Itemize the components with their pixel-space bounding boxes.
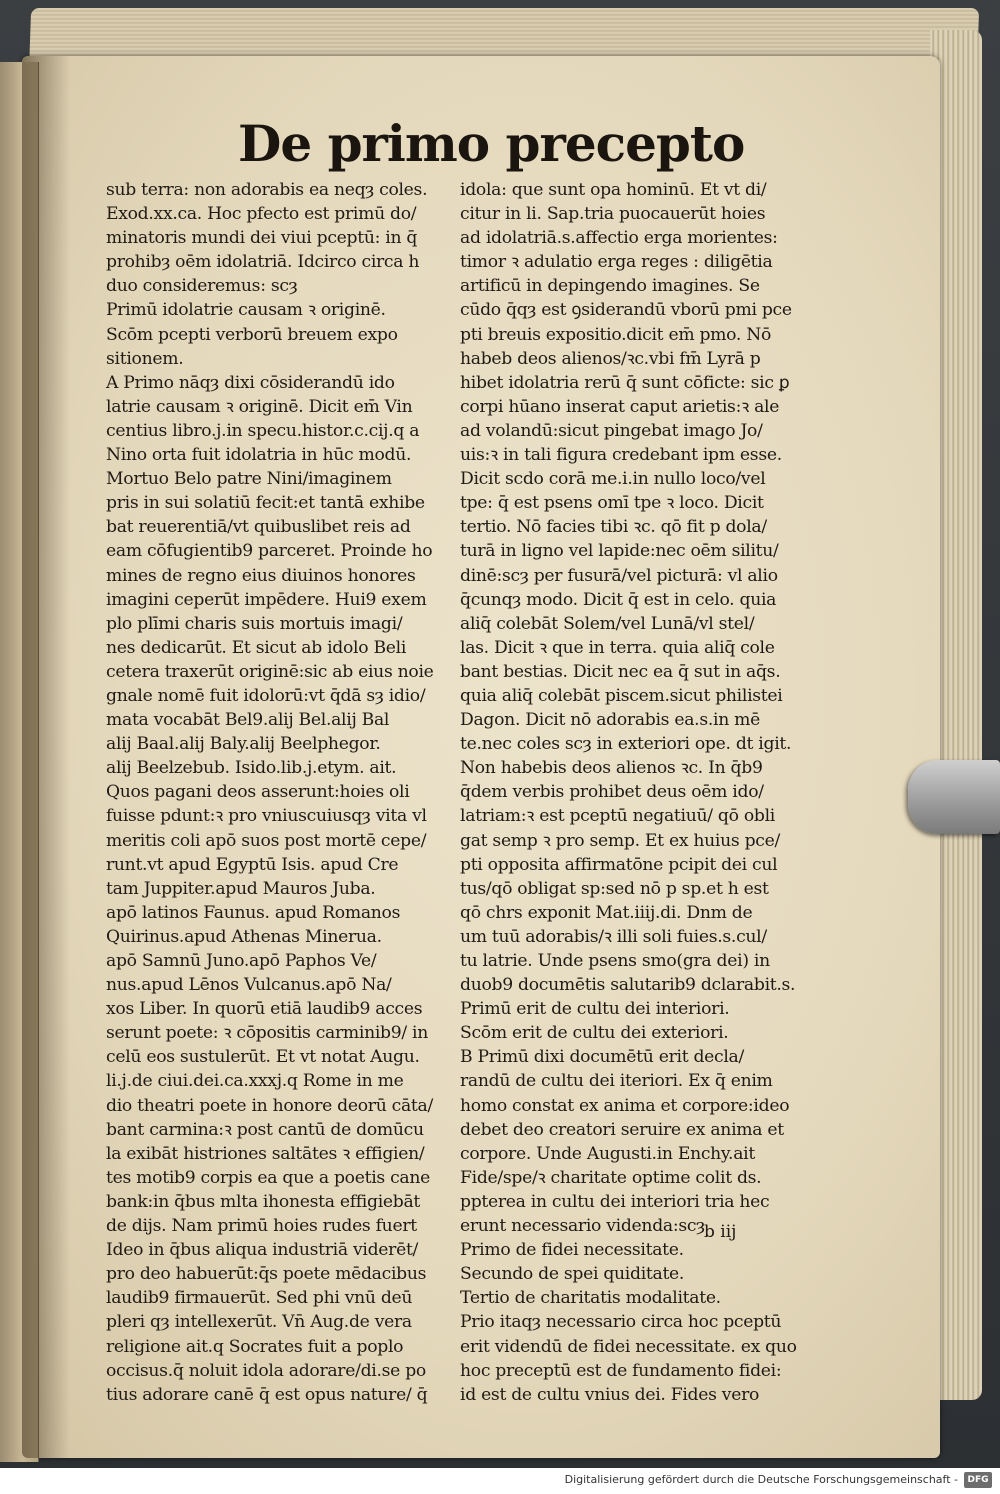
page-title: De primo precepto <box>238 114 745 173</box>
text-line: habeb deos alienos/ꝛc.vbi fm̄ Lyrā p <box>460 348 761 369</box>
text-line: tu latrie. Unde psens smo(gra dei) in <box>460 951 770 971</box>
text-line: celū eos sustulerūt. Et vt notat Augu. <box>106 1047 420 1068</box>
text-line: prohibȝ oēm idolatriā. Idcirco circa h <box>106 252 420 273</box>
text-line: A Primo nāqȝ dixi cōsiderandū ido <box>106 372 395 393</box>
text-line: minatoris mundi dei viui pceptū: in q̄ <box>106 228 418 249</box>
text-line: tes motib9 corpis ea que a poetis cane <box>106 1167 431 1188</box>
text-line: bank:in q̄bus mlta ihonesta effigiebāt <box>106 1191 421 1212</box>
text-line: laudib9 firmauerūt. Sed phi vnū deū <box>106 1288 413 1309</box>
text-line: quia aliq̄ colebāt piscem.sicut philistei <box>460 685 783 706</box>
text-line: Quos pagani deos asserunt:hoies oli <box>106 782 410 803</box>
text-line: Scōm pcepti verborū breuem expo <box>106 324 398 345</box>
text-line: te.nec coles scȝ in exteriori ope. dt igit. <box>460 734 792 755</box>
text-line: apō latinos Faunus. apud Romanos <box>106 902 401 923</box>
text-line: xos Liber. In quorū etiā laudib9 acces <box>106 999 423 1020</box>
text-line: pleri qȝ intellexerūt. Vn̄ Aug.de vera <box>106 1312 412 1333</box>
text-line: bant bestias. Dicit nec ea q̄ sut in aq̄s. <box>460 661 781 682</box>
text-line: hoc preceptū est de fundamento fidei: <box>460 1360 782 1381</box>
text-column-right <box>460 178 820 1407</box>
text-line: um tuū adorabis/ꝛ illi soli fuies.s.cul/ <box>460 926 767 947</box>
text-line: ad volandū:sicut pingebat imago Jo/ <box>460 420 763 441</box>
text-line: citur in li. Sap.tria puocauerūt hoies <box>460 204 766 225</box>
text-line: latrie causam ꝛ originē. Dicit em̄ Vin <box>106 396 413 417</box>
text-line: bant carmina:ꝛ post cantū de domūcu <box>106 1119 424 1140</box>
text-line: Quirinus.apud Athenas Minerua. <box>106 926 382 947</box>
text-line: Ideo in q̄bus aliqua industriā viderēt/ <box>106 1240 419 1261</box>
text-line: timor ꝛ adulatio erga reges : diligētia <box>460 252 773 273</box>
text-line: plo plīmi charis suis mortuis imagi/ <box>106 613 403 634</box>
text-line: erit videndū de fidei necessitate. ex quo <box>460 1336 797 1357</box>
text-line: hibet idolatria rerū q̄ sunt cōficte: sic ꝑ <box>460 372 790 393</box>
footer-credit: Digitalisierung gefördert durch die Deutsche Forschungsgemeinschaft - <box>564 1473 958 1486</box>
text-line: cetera traxerūt originē:sic ab eius noie <box>106 661 434 682</box>
text-line: erunt necessario videnda:scȝ <box>460 1216 705 1237</box>
text-line: turā in ligno vel lapide:nec oēm silitu/ <box>460 541 779 562</box>
text-line: occisus.q̄ noluit idola adorare/di.se po <box>106 1360 426 1381</box>
text-line: tertio. Nō facies tibi ꝛc. qō fit p dola/ <box>460 517 767 538</box>
text-line: Fide/spe/ꝛ charitate optime colit ds. <box>460 1167 762 1188</box>
text-line: Exod.xx.ca. Hoc pfecto est primū do/ <box>106 204 417 225</box>
text-line: Primū erit de cultu dei interiori. <box>460 999 730 1020</box>
text-line: sitionem. <box>106 348 184 369</box>
text-line: apō Samnū Juno.apō Paphos Ve/ <box>106 951 377 971</box>
text-line: alij Baal.alij Baly.alij Beelphegor. <box>106 734 381 755</box>
text-line: dio theatri poete in honore deorū cāta/ <box>106 1095 433 1116</box>
text-line: religione ait.q Socrates fuit a poplo <box>106 1336 404 1357</box>
text-line: nes dedicarūt. Et sicut ab idolo Beli <box>106 637 407 658</box>
text-line: la exibāt histriones saltātes ꝛ effigien/ <box>106 1143 425 1164</box>
text-line: qō chrs exponit Mat.iiij.di. Dnm de <box>460 902 753 923</box>
text-line: eam cōfugientib9 parceret. Proinde ho <box>106 541 433 562</box>
text-line: debet deo creatori seruire ex anima et <box>460 1119 784 1140</box>
text-column-left <box>106 178 458 1407</box>
text-line: mines de regno eius diuinos honores <box>106 565 416 586</box>
bookmark-clip <box>908 760 1000 834</box>
text-line: pti opposita affirmatōne pcipit dei cul <box>460 854 778 875</box>
text-line: centius libro.j.in specu.histor.c.cij.q a <box>106 420 420 441</box>
text-line: Prio itaqȝ necessario circa hoc pceptū <box>460 1312 782 1333</box>
text-line: uis:ꝛ in tali figura credebant ipm esse. <box>460 445 782 466</box>
text-line: corpore. Unde Augusti.in Enchy.ait <box>460 1143 755 1164</box>
text-line: sub terra: non adorabis ea neqȝ coles. <box>106 180 428 200</box>
text-line: nus.apud Lēnos Vulcanus.apō Na/ <box>106 975 392 996</box>
text-line: meritis coli apō suos post mortē cepe/ <box>106 830 427 851</box>
text-line: Mortuo Belo patre Nini/imaginem <box>106 469 392 490</box>
text-line: Tertio de charitatis modalitate. <box>460 1288 721 1309</box>
text-line: las. Dicit ꝛ que in terra. quia aliq̄ cole <box>460 637 775 658</box>
text-line: Primū idolatrie causam ꝛ originē. <box>106 300 386 321</box>
text-line: id est de cultu vnius dei. Fides vero <box>460 1384 760 1405</box>
text-line: pti breuis expositio.dicit em̄ pmo. Nō <box>460 324 772 345</box>
text-line: artificū in depingendo imagines. Se <box>460 276 760 297</box>
signature-mark: b iij <box>704 1222 737 1242</box>
text-line: li.j.de ciui.dei.ca.xxxj.q Rome in me <box>106 1071 404 1092</box>
text-line: dinē:scȝ per fusurā/vel picturā: vl alio <box>460 565 778 586</box>
text-line: de dijs. Nam primū hoies rudes fuert <box>106 1216 417 1237</box>
text-line: serunt poete: ꝛ cōpositis carminib9/ in <box>106 1023 429 1044</box>
text-line: Scōm erit de cultu dei exteriori. <box>460 1023 729 1044</box>
text-line: pris in sui solatiū fecit:et tantā exhibe <box>106 493 425 514</box>
text-line: tpe: q̄ est psens omī tpe ꝛ loco. Dicit <box>460 493 764 514</box>
dfg-logo: DFG <box>964 1472 992 1488</box>
text-line: q̄dem verbis prohibet deus oēm ido/ <box>460 782 764 803</box>
text-line: ppterea in cultu dei interiori tria hec <box>460 1191 770 1212</box>
text-line: mata vocabāt Bel9.alij Bel.alij Bal <box>106 710 390 731</box>
text-line: tam Juppiter.apud Mauros Juba. <box>106 878 376 899</box>
text-line: Secundo de spei quiditate. <box>460 1264 685 1285</box>
text-line: gat semp ꝛ pro semp. Et ex huius pce/ <box>460 830 780 851</box>
text-line: B Primū dixi documētū erit decla/ <box>460 1047 744 1068</box>
text-line: alij Beelzebub. Isido.lib.j.etym. ait. <box>106 758 397 779</box>
text-line: randū de cultu dei iteriori. Ex q̄ enim <box>460 1071 773 1092</box>
text-line: imagini ceperūt impēdere. Hui9 exem <box>106 589 427 610</box>
text-line: cūdo q̄qȝ est ꝯsiderandū vborū pmi pce <box>460 300 792 321</box>
text-line: tius adorare canē q̄ est opus nature/ q̄ <box>106 1384 428 1405</box>
text-line: runt.vt apud Egyptū Isis. apud Cre <box>106 854 399 875</box>
text-line: Dicit scdo corā me.i.in nullo loco/vel <box>460 469 766 490</box>
text-line: gnale nomē fuit idolorū:vt q̄dā sȝ idio/ <box>106 685 426 706</box>
text-line: Primo de fidei necessitate. <box>460 1240 684 1261</box>
text-line: idola: que sunt opa hominū. Et vt di/ <box>460 180 767 200</box>
text-line: aliq̄ colebāt Solem/vel Lunā/vl stel/ <box>460 613 755 634</box>
footer-bar <box>0 1468 1000 1494</box>
text-line: homo constat ex anima et corpore:ideo <box>460 1095 790 1116</box>
text-line: fuisse pdunt:ꝛ pro vniuscuiusqȝ vita vl <box>106 806 427 827</box>
text-line: Nino orta fuit idolatria in hūc modū. <box>106 445 412 466</box>
text-line: corpi hūano inserat caput arietis:ꝛ ale <box>460 396 780 417</box>
gutter-shadow <box>22 56 70 1458</box>
text-line: Dagon. Dicit nō adorabis ea.s.in mē <box>460 710 761 731</box>
text-line: bat reuerentiā/vt quibuslibet reis ad <box>106 517 411 538</box>
text-line: pro deo habuerūt:q̄s poete mēdacibus <box>106 1264 427 1285</box>
text-line: q̄cunqȝ modo. Dicit q̄ est in celo. quia <box>460 589 777 610</box>
text-line: latriam:ꝛ est pceptū negatiuū/ qō obli <box>460 806 775 827</box>
text-line: duob9 documētis salutarib9 dclarabit.s. <box>460 975 796 996</box>
text-line: duo consideremus: scȝ <box>106 276 298 297</box>
text-line: tus/qō obligat sp:sed nō p sp.et h est <box>460 878 769 899</box>
text-line: Non habebis deos alienos ꝛc. In q̄b9 <box>460 758 763 779</box>
text-line: ad idolatriā.s.affectio erga morientes: <box>460 228 778 249</box>
